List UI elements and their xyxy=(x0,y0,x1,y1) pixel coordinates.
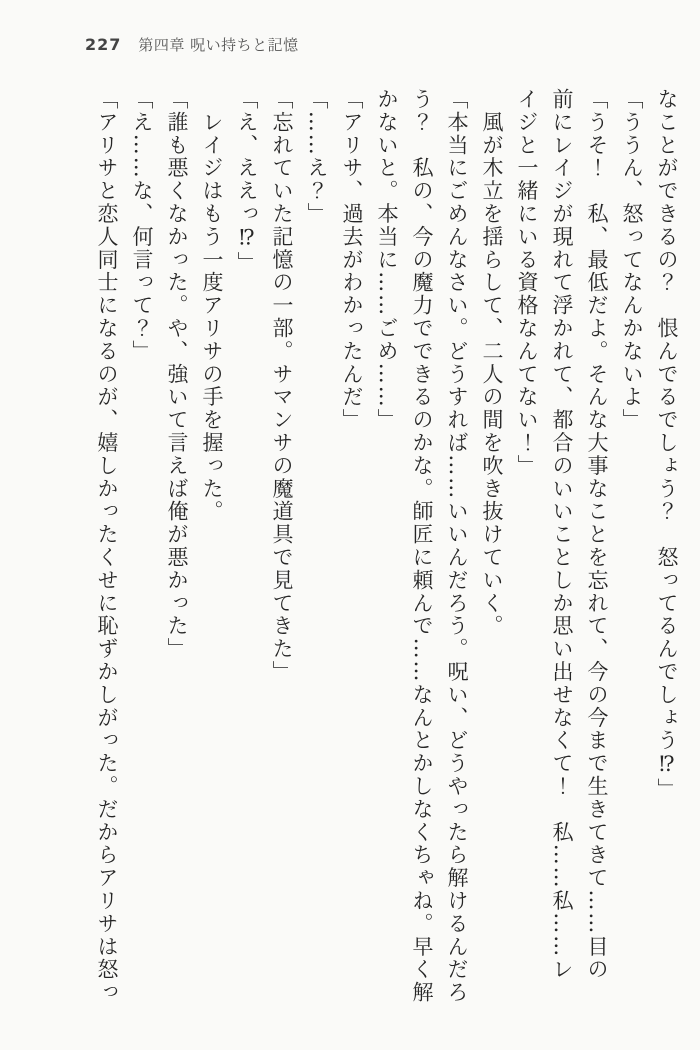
chapter-title: 第四章 呪い持ちと記憶 xyxy=(138,36,299,54)
text-column: 「アリサと恋人同士になるのが、嬉しかったくせに恥ずかしがった。だからアリサは怒っ xyxy=(95,88,119,1004)
text-column: う？ 私の、今の魔力でできるのかな。師匠に頼んで……なんとかしなくちゃね。早く解 xyxy=(410,88,434,1004)
vertical-text-block xyxy=(89,88,684,1018)
text-column: 「え、ええっ⁉」 xyxy=(235,88,259,275)
text-column: 「忘れていた記憶の一部。サマンサの魔道具で見てきた」 xyxy=(270,88,294,684)
text-column: 「ううん、怒ってなんかないよ」 xyxy=(620,88,644,432)
text-column: なことができるの？ 恨んでるでしょう？ 怒ってるんでしょう⁉」 xyxy=(655,88,679,801)
text-column: 風が木立を揺らして、二人の間を吹き抜けていく。 xyxy=(480,88,504,638)
text-column: 「本当にごめんなさい。どうすれば……いいんだろう。呪い、どうやったら解けるんだろ xyxy=(445,88,469,1004)
text-column: 「うそ！ 私、最低だよ。そんな大事なことを忘れて、今の今まで生きてきて……目の xyxy=(585,88,609,982)
page-header xyxy=(85,34,299,55)
text-column: 「え……な、何言って？」 xyxy=(130,88,154,363)
text-column: 「誰も悪くなかった。や、強いて言えば俺が悪かった」 xyxy=(165,88,189,661)
text-column: かないと。本当に……ごめ……」 xyxy=(375,88,399,432)
text-column: イジと一緒にいる資格なんてない！」 xyxy=(515,88,539,478)
text-column: 「アリサ、過去がわかったんだ」 xyxy=(340,88,364,432)
text-column: 「……え？」 xyxy=(305,88,329,226)
text-column: レイジはもう一度アリサの手を握った。 xyxy=(200,88,224,524)
text-column: 前にレイジが現れて浮かれて、都合のいいことしか思い出せなくて！ 私……私……レ xyxy=(550,88,574,982)
page-number: 227 xyxy=(85,35,122,54)
